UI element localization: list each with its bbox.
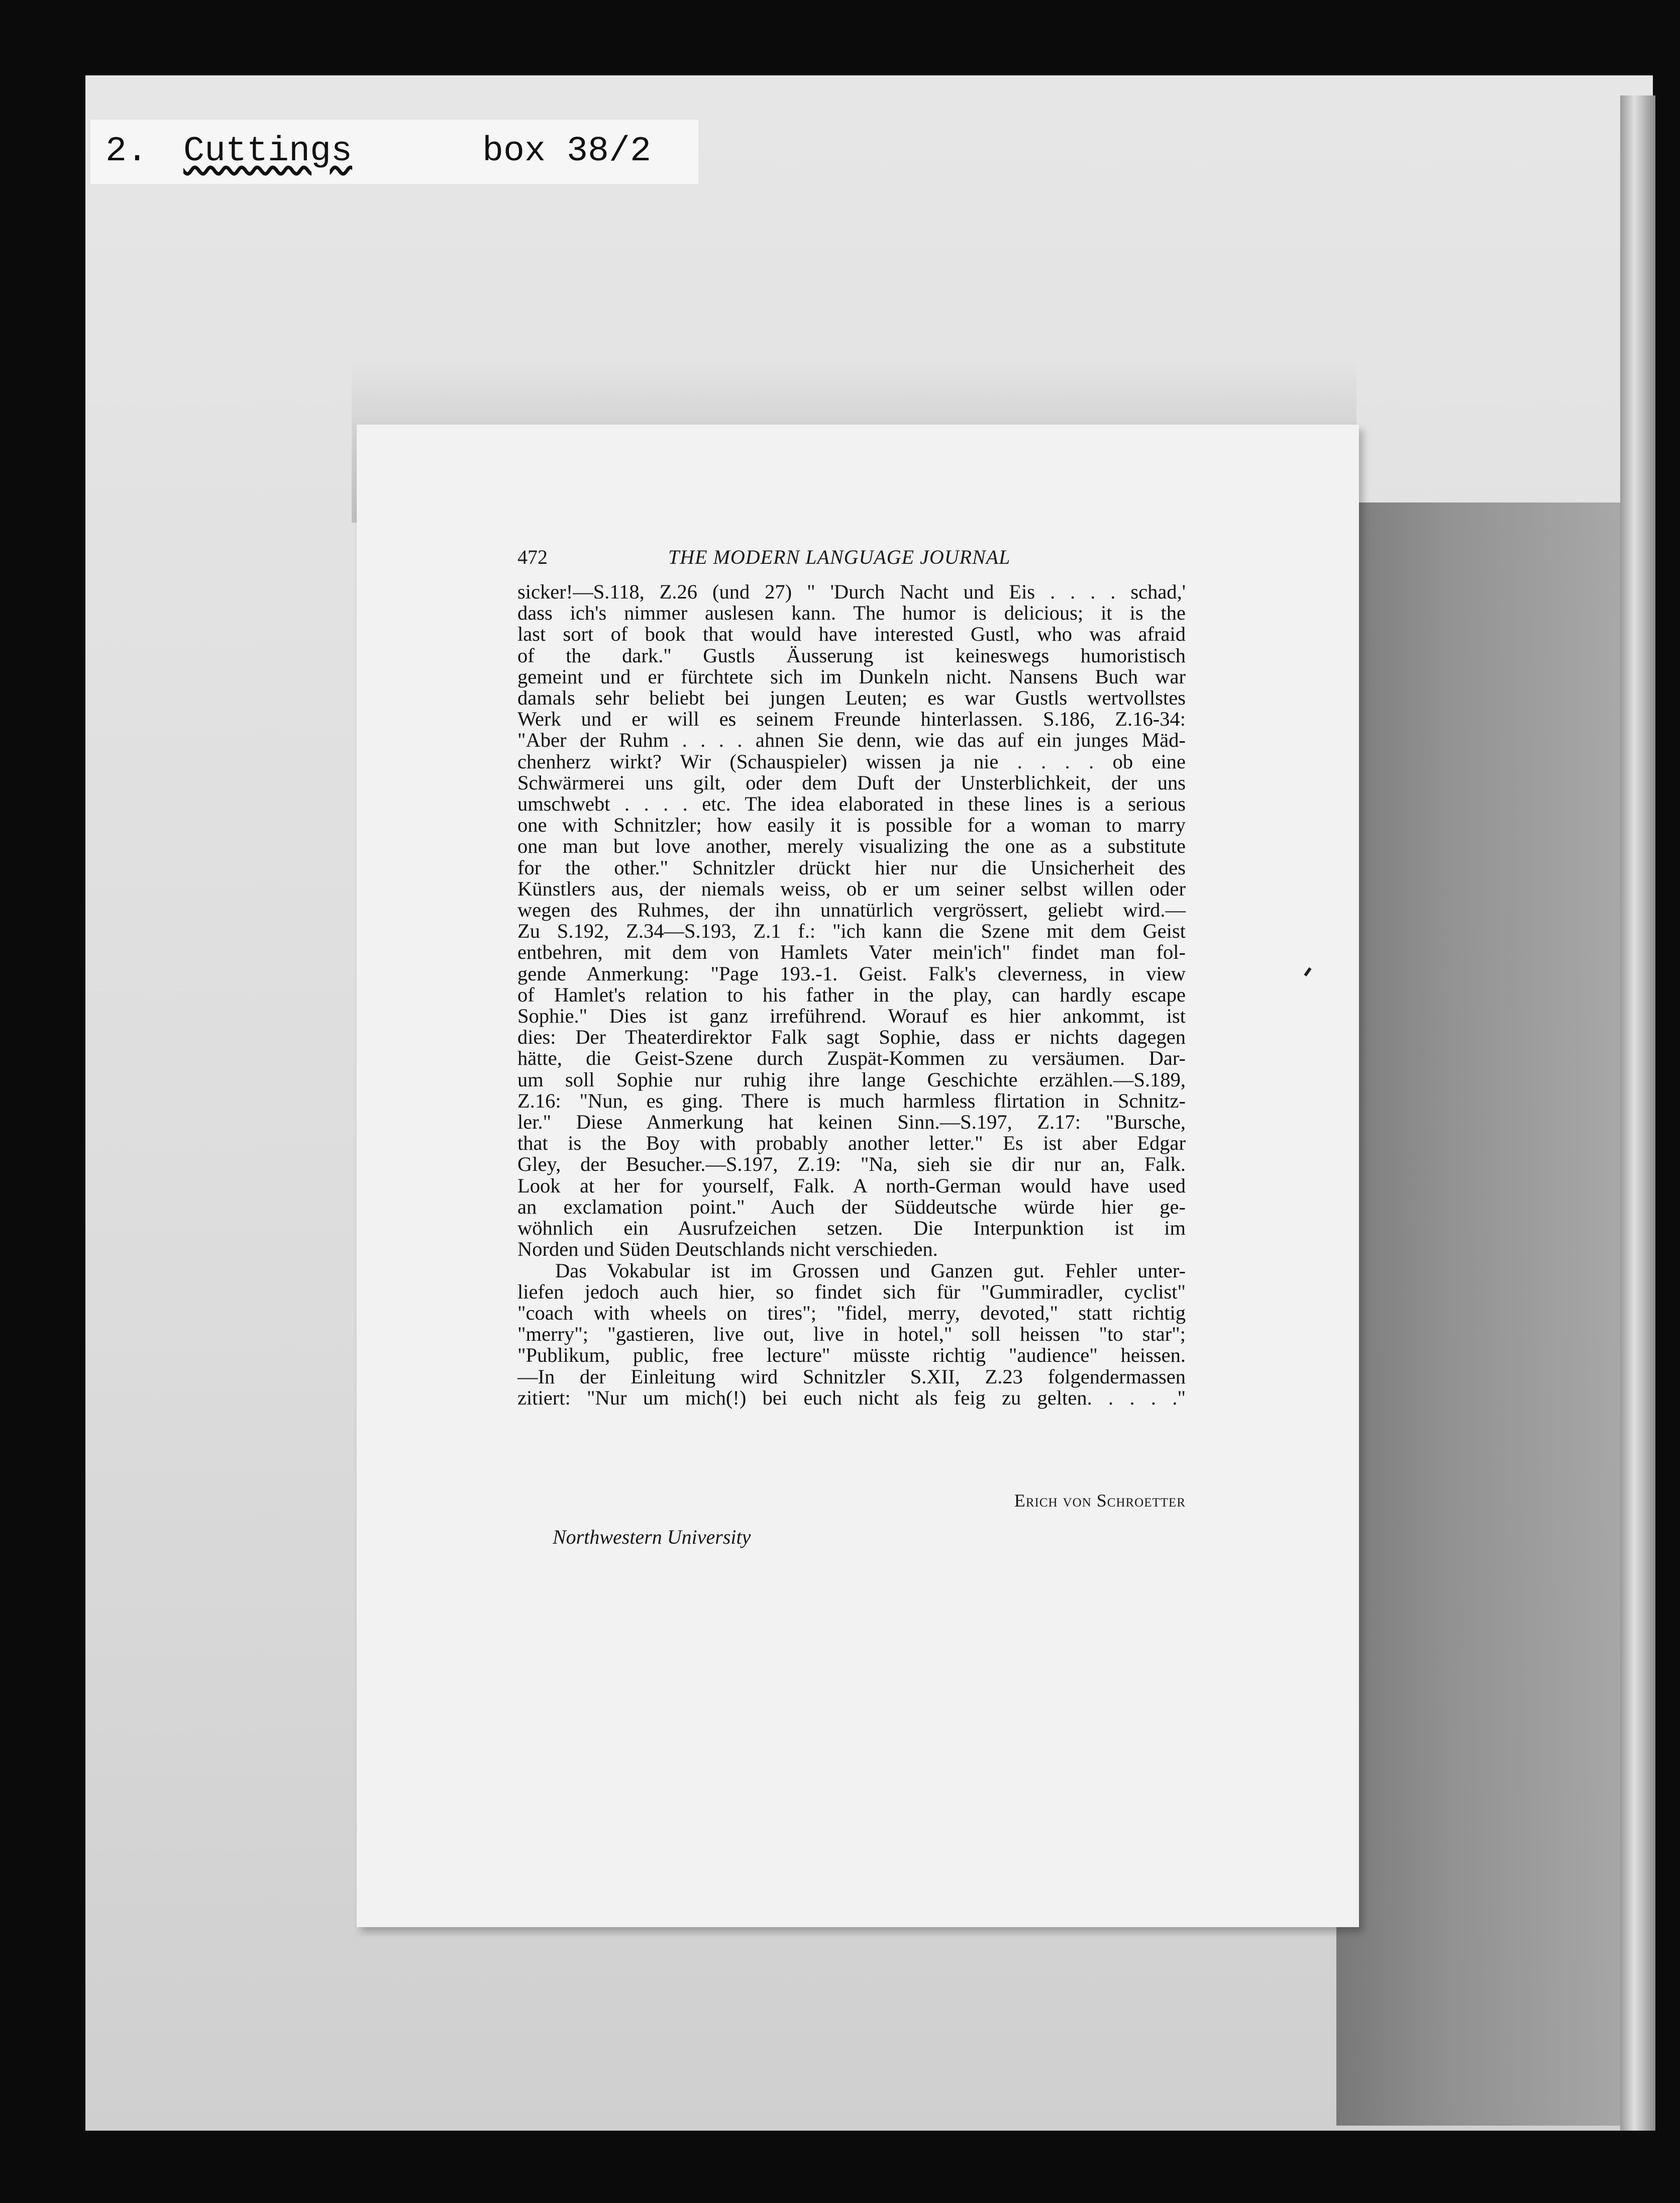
text-line: dies: Der Theaterdirektor Falk sagt Sophie, dass er nichts dagegen bbox=[517, 1026, 1186, 1049]
text-line: zitiert: "Nur um mich(!) bei euch nicht als feig zu gelten. . . . ." bbox=[517, 1386, 1186, 1409]
text-line: for the other." Schnitzler drückt hier nur die Unsicherheit des bbox=[517, 856, 1186, 879]
archive-label bbox=[90, 120, 698, 184]
text-line: umschwebt . . . . etc. The idea elaborated in these lines is a serious bbox=[517, 792, 1186, 816]
text-line: hätte, die Geist-Szene durch Zuspät-Kommen zu versäumen. Dar- bbox=[517, 1047, 1186, 1070]
text-line: —In der Einleitung wird Schnitzler S.XII, Z.23 folgendermassen bbox=[517, 1365, 1186, 1388]
archive-label-category: Cuttings bbox=[183, 132, 353, 171]
text-line: of the dark." Gustls Äusserung ist keineswegs humoristisch bbox=[517, 644, 1186, 667]
text-line: "coach with wheels on tires"; "fidel, merry, devoted," statt richtig bbox=[517, 1301, 1186, 1324]
text-line: "merry"; "gastieren, live out, live in hotel," soll heissen "to star"; bbox=[517, 1323, 1186, 1346]
text-line: damals sehr beliebt bei jungen Leuten; es war Gustls wertvollstes bbox=[517, 686, 1186, 710]
text-line: of Hamlet's relation to his father in the play, can hardly escape bbox=[517, 983, 1186, 1006]
text-line: Gley, der Besucher.—S.197, Z.19: "Na, sieh sie dir nur an, Falk. bbox=[517, 1153, 1186, 1176]
text-line: dass ich's nimmer auslesen kann. The humor is delicious; it is the bbox=[517, 602, 1186, 625]
journal-page bbox=[357, 425, 1359, 1927]
text-line: one man but love another, merely visualizing the one as a substitute bbox=[517, 835, 1186, 858]
text-line: that is the Boy with probably another letter." Es ist aber Edgar bbox=[517, 1132, 1186, 1155]
text-line: wöhnlich ein Ausrufzeichen setzen. Die Interpunktion ist im bbox=[517, 1217, 1186, 1240]
text-line: Z.16: "Nun, es ging. There is much harmless flirtation in Schnitz- bbox=[517, 1089, 1186, 1112]
text-line: Zu S.192, Z.34—S.193, Z.1 f.: "ich kann die Szene mit dem Geist bbox=[517, 920, 1186, 943]
archive-label-number: 2. bbox=[106, 132, 148, 171]
text-line: Werk und er will es seinem Freunde hinterlassen. S.186, Z.16-34: bbox=[517, 708, 1186, 731]
text-line: sicker!—S.118, Z.26 (und 27) " 'Durch Nacht und Eis . . . . schad,' bbox=[517, 580, 1186, 603]
article-text bbox=[517, 581, 1186, 1409]
text-line: gende Anmerkung: "Page 193.-1. Geist. Falk's cleverness, in view bbox=[517, 962, 1186, 985]
text-line: an exclamation point." Auch der Süddeutsche würde hier ge- bbox=[517, 1195, 1186, 1218]
text-line: "Publikum, public, free lecture" müsste richtig "audience" heissen. bbox=[517, 1344, 1186, 1367]
mount-shadow-right bbox=[1336, 503, 1623, 2126]
text-line: entbehren, mit dem von Hamlets Vater mein'ich" findet man fol- bbox=[517, 941, 1186, 964]
text-line: Schwärmerei uns gilt, oder dem Duft der Unsterblichkeit, der uns bbox=[517, 771, 1186, 794]
text-line: um soll Sophie nur ruhig ihre lange Geschichte erzählen.—S.189, bbox=[517, 1068, 1186, 1091]
text-line: last sort of book that would have interested Gustl, who was afraid bbox=[517, 623, 1186, 646]
text-line: Norden und Süden Deutschlands nicht verschieden. bbox=[517, 1238, 938, 1261]
author-signature: Erich von Schroetter bbox=[1014, 1490, 1186, 1511]
text-line: one with Schnitzler; how easily it is possible for a woman to marry bbox=[517, 814, 1186, 837]
text-line: "Aber der Ruhm . . . . ahnen Sie denn, wie das auf ein junges Mäd- bbox=[517, 729, 1186, 752]
text-line: Künstlers aus, der niemals weiss, ob er um seiner selbst willen oder bbox=[517, 877, 1186, 900]
text-line: wegen des Ruhmes, der ihn unnatürlich vergrössert, geliebt wird.— bbox=[517, 898, 1186, 922]
journal-title: THE MODERN LANGUAGE JOURNAL bbox=[668, 546, 1011, 568]
text-line: Look at her for yourself, Falk. A north-German would have used bbox=[517, 1174, 1186, 1197]
text-line: Das Vokabular ist im Grossen und Ganzen gut. Fehler unter- bbox=[555, 1259, 1186, 1282]
page-header bbox=[517, 545, 1221, 575]
author-affiliation: Northwestern University bbox=[553, 1526, 751, 1548]
text-line: liefen jedoch auch hier, so findet sich für "Gummiradler, cyclist" bbox=[517, 1280, 1186, 1303]
text-line: ler." Diese Anmerkung hat keinen Sinn.—S.197, Z.17: "Bursche, bbox=[517, 1111, 1186, 1134]
text-line: chenherz wirkt? Wir (Schauspieler) wissen ja nie . . . . ob eine bbox=[517, 750, 1186, 773]
archive-label-box: box 38/2 bbox=[482, 132, 652, 171]
text-line: gemeint und er fürchtete sich im Dunkeln nicht. Nansens Buch war bbox=[517, 665, 1186, 688]
text-line: Sophie." Dies ist ganz irreführend. Worauf es hier ankommt, ist bbox=[517, 1005, 1186, 1028]
page-number: 472 bbox=[517, 546, 548, 568]
mount-edge bbox=[1620, 95, 1655, 2131]
